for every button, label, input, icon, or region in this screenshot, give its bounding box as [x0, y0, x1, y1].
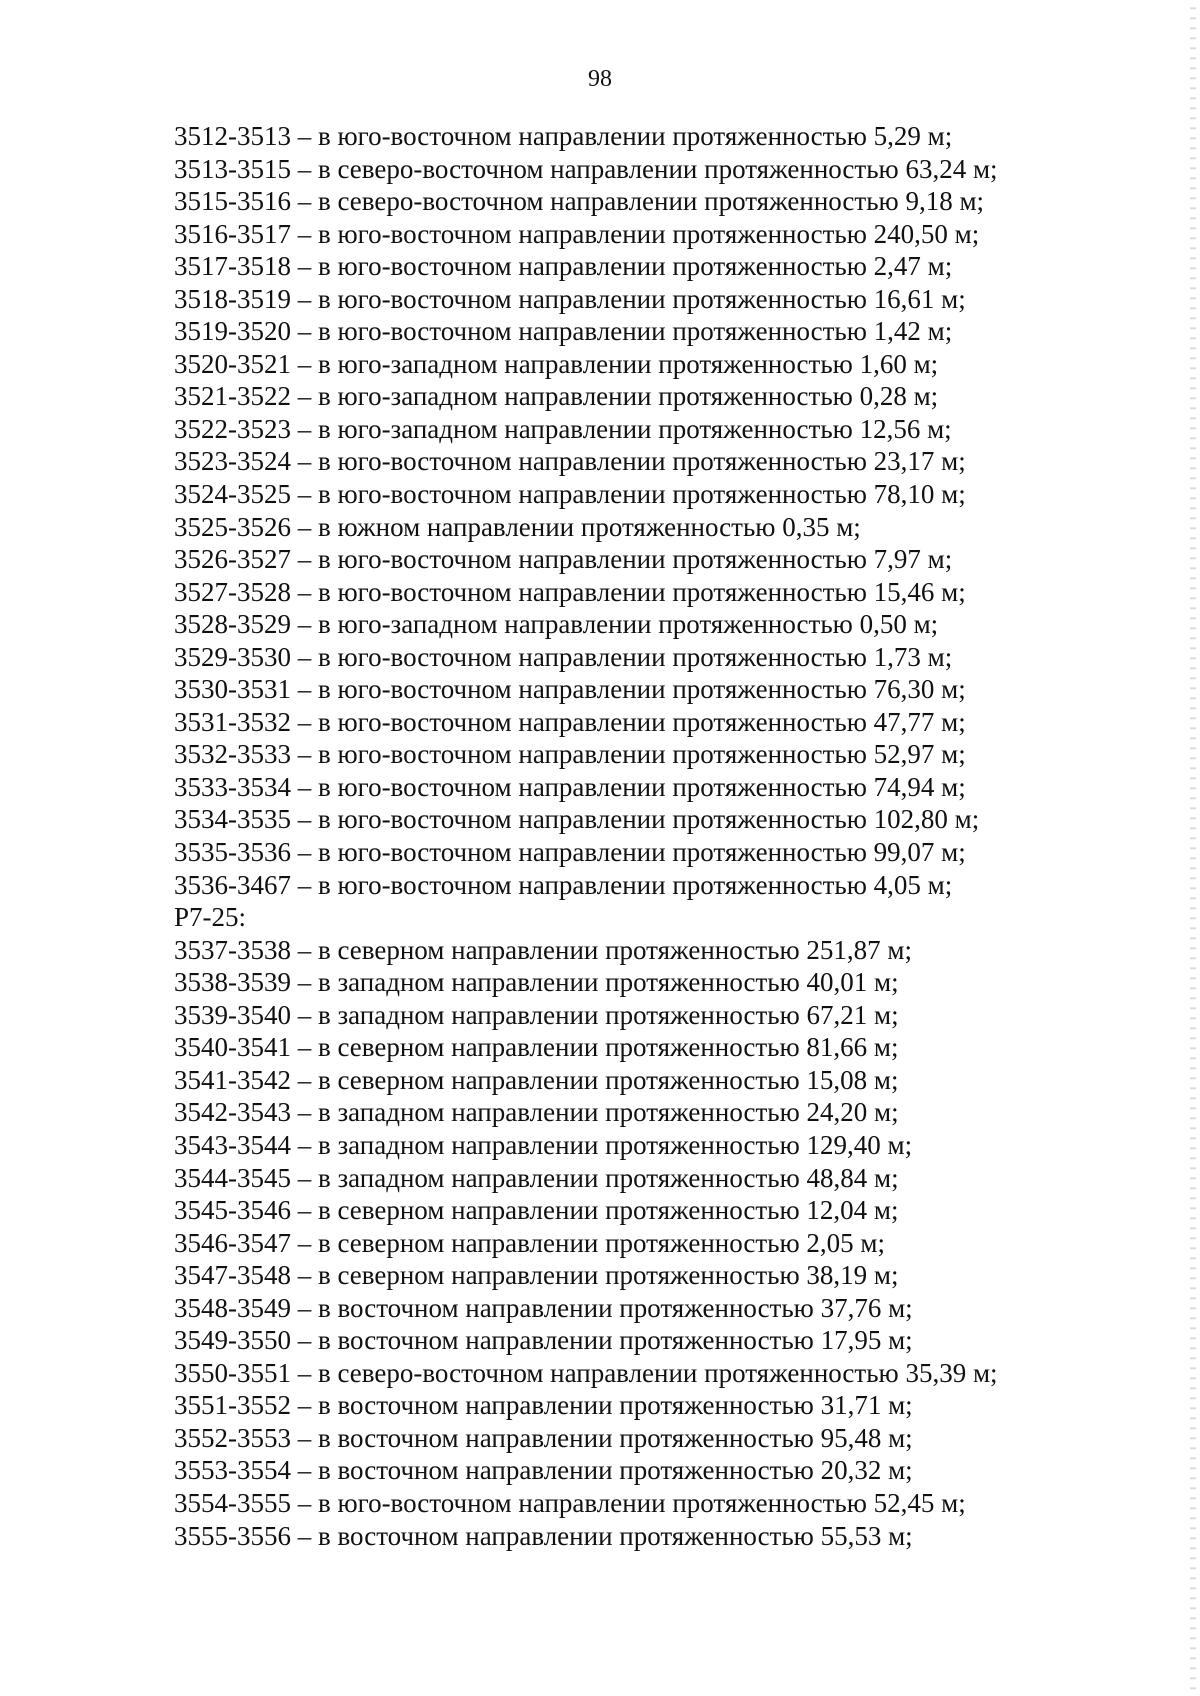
boundary-line: 3534-3535 – в юго-восточном направлении протяженностью 102,80 м; — [174, 804, 980, 835]
boundary-line: 3543-3544 – в западном направлении протяженностью 129,40 м; — [174, 1129, 913, 1160]
boundary-line: 3549-3550 – в восточном направлении протяженностью 17,95 м; — [174, 1325, 913, 1356]
boundary-line: 3515-3516 – в северо-восточном направлении протяженностью 9,18 м; — [174, 186, 985, 217]
boundary-line: 3520-3521 – в юго-западном направлении протяженностью 1,60 м; — [174, 348, 939, 379]
boundary-line: 3538-3539 – в западном направлении протяженностью 40,01 м; — [174, 967, 899, 998]
boundary-line: 3521-3522 – в юго-западном направлении протяженностью 0,28 м; — [174, 381, 939, 412]
boundary-line: 3532-3533 – в юго-восточном направлении протяженностью 52,97 м; — [174, 739, 966, 770]
boundary-line: 3528-3529 – в юго-западном направлении протяженностью 0,50 м; — [174, 609, 939, 640]
boundary-line: 3544-3545 – в западном направлении протяженностью 48,84 м; — [174, 1162, 899, 1193]
boundary-line: 3535-3536 – в юго-восточном направлении протяженностью 99,07 м; — [174, 837, 966, 868]
boundary-line: 3526-3527 – в юго-восточном направлении протяженностью 7,97 м; — [174, 544, 953, 575]
boundary-line: 3533-3534 – в юго-восточном направлении протяженностью 74,94 м; — [174, 771, 966, 802]
boundary-line: 3542-3543 – в западном направлении протяженностью 24,20 м; — [174, 1097, 899, 1128]
boundary-line: 3551-3552 – в восточном направлении протяженностью 31,71 м; — [174, 1390, 913, 1421]
boundary-line: 3540-3541 – в северном направлении протяженностью 81,66 м; — [174, 1032, 899, 1063]
boundary-line: 3541-3542 – в северном направлении протяженностью 15,08 м; — [174, 1064, 899, 1095]
boundary-line: 3548-3549 – в восточном направлении протяженностью 37,76 м; — [174, 1292, 913, 1323]
boundary-line: 3536-3467 – в юго-восточном направлении протяженностью 4,05 м; — [174, 869, 953, 900]
boundary-line: 3545-3546 – в северном направлении протяженностью 12,04 м; — [174, 1195, 899, 1226]
boundary-line: 3522-3523 – в юго-западном направлении протяженностью 12,56 м; — [174, 413, 952, 444]
boundary-line: 3554-3555 – в юго-восточном направлении протяженностью 52,45 м; — [174, 1487, 966, 1518]
boundary-description-list — [174, 120, 1134, 1552]
boundary-line: 3547-3548 – в северном направлении протяженностью 38,19 м; — [174, 1260, 899, 1291]
boundary-line: 3524-3525 – в юго-восточном направлении протяженностью 78,10 м; — [174, 479, 966, 510]
boundary-line: 3537-3538 – в северном направлении протяженностью 251,87 м; — [174, 934, 913, 965]
boundary-line: 3529-3530 – в юго-восточном направлении протяженностью 1,73 м; — [174, 641, 953, 672]
boundary-line: 3525-3526 – в южном направлении протяженностью 0,35 м; — [174, 511, 861, 542]
section-label: Р7-25: — [174, 902, 247, 933]
boundary-line: 3513-3515 – в северо-восточном направлении протяженностью 63,24 м; — [174, 153, 998, 184]
boundary-line: 3512-3513 – в юго-восточном направлении протяженностью 5,29 м; — [174, 121, 953, 151]
boundary-line: 3553-3554 – в восточном направлении протяженностью 20,32 м; — [174, 1455, 913, 1486]
scan-edge-artifact — [1190, 0, 1196, 1696]
boundary-line: 3516-3517 – в юго-восточном направлении протяженностью 240,50 м; — [174, 218, 980, 249]
boundary-line: 3546-3547 – в северном направлении протяженностью 2,05 м; — [174, 1227, 886, 1258]
boundary-line: 3527-3528 – в юго-восточном направлении протяженностью 15,46 м; — [174, 576, 966, 607]
boundary-line: 3531-3532 – в юго-восточном направлении протяженностью 47,77 м; — [174, 706, 966, 737]
boundary-line: 3550-3551 – в северо-восточном направлении протяженностью 35,39 м; — [174, 1357, 998, 1388]
boundary-line: 3519-3520 – в юго-восточном направлении протяженностью 1,42 м; — [174, 316, 953, 347]
boundary-line: 3523-3524 – в юго-восточном направлении протяженностью 23,17 м; — [174, 446, 966, 477]
boundary-line: 3530-3531 – в юго-восточном направлении протяженностью 76,30 м; — [174, 674, 966, 705]
boundary-line: 3517-3518 – в юго-восточном направлении протяженностью 2,47 м; — [174, 251, 953, 282]
page-number: 98 — [588, 66, 612, 92]
boundary-line: 3539-3540 – в западном направлении протяженностью 67,21 м; — [174, 999, 899, 1030]
boundary-line: 3518-3519 – в юго-восточном направлении протяженностью 16,61 м; — [174, 283, 966, 314]
boundary-line: 3552-3553 – в восточном направлении протяженностью 95,48 м; — [174, 1422, 913, 1453]
boundary-line: 3555-3556 – в восточном направлении протяженностью 55,53 м; — [174, 1520, 913, 1551]
